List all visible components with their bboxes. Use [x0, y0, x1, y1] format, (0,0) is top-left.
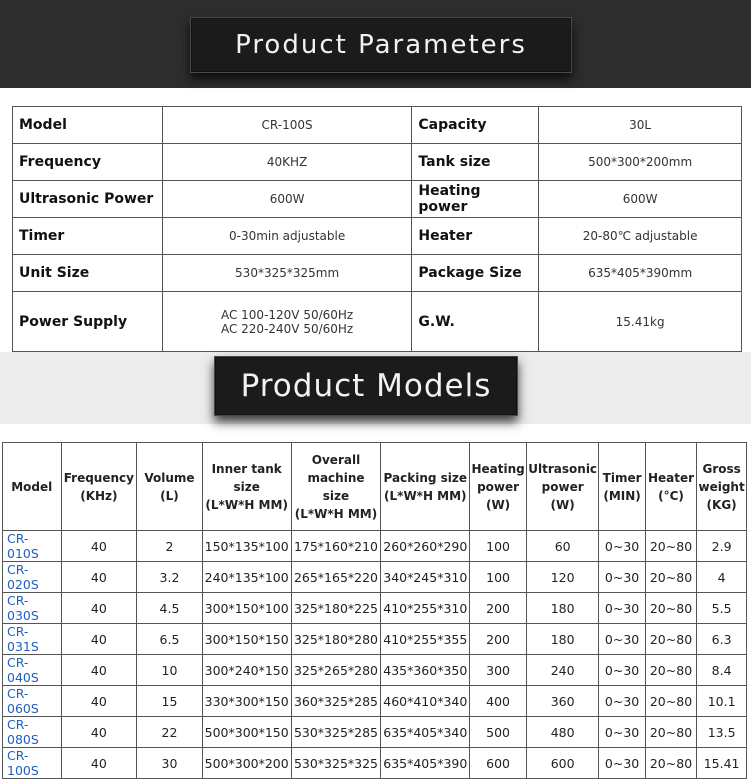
table-cell: 40	[61, 717, 137, 748]
parameter-label: Package Size	[412, 255, 539, 292]
column-header-line: (W)	[550, 497, 575, 512]
parameters-title: Product Parameters	[190, 17, 572, 73]
column-header-line: Overall	[311, 452, 361, 467]
table-cell: 360	[526, 686, 598, 717]
table-cell: 20~80	[645, 748, 696, 779]
table-cell: 40	[61, 655, 137, 686]
table-cell: 635*405*340	[381, 717, 470, 748]
table-row	[3, 717, 747, 748]
table-cell: 6.3	[697, 624, 747, 655]
model-link[interactable]: CR-020S	[3, 562, 62, 593]
column-header	[61, 443, 137, 531]
table-cell: 15.41	[697, 748, 747, 779]
table-cell: 0~30	[599, 593, 645, 624]
table-cell: 265*165*220	[291, 562, 381, 593]
table-cell: 460*410*340	[381, 686, 470, 717]
column-header-line: Heating	[471, 461, 525, 476]
table-cell: 20~80	[645, 686, 696, 717]
column-header-line: power	[541, 479, 584, 494]
column-header-line: machine	[307, 470, 365, 485]
parameter-label: Heater	[412, 218, 539, 255]
parameter-value: 40KHZ	[162, 144, 412, 181]
table-cell: 150*135*100	[202, 531, 291, 562]
table-cell: 20~80	[645, 593, 696, 624]
parameter-label: Unit Size	[13, 255, 163, 292]
parameter-value: 635*405*390mm	[539, 255, 742, 292]
models-header-row	[3, 443, 747, 531]
table-cell: 20~80	[645, 562, 696, 593]
table-cell: 500*300*150	[202, 717, 291, 748]
model-link[interactable]: CR-031S	[3, 624, 62, 655]
parameter-value	[162, 292, 412, 352]
parameters-table	[12, 106, 742, 352]
parameter-value: 600W	[162, 181, 412, 218]
table-row	[3, 686, 747, 717]
table-cell: 20~80	[645, 655, 696, 686]
parameter-value: 600W	[539, 181, 742, 218]
table-cell: 20~80	[645, 531, 696, 562]
column-header	[202, 443, 291, 531]
table-cell: 40	[61, 686, 137, 717]
table-cell: 4	[697, 562, 747, 593]
column-header	[137, 443, 203, 531]
parameter-label: G.W.	[412, 292, 539, 352]
table-cell: 200	[470, 593, 527, 624]
parameter-value: 500*300*200mm	[539, 144, 742, 181]
models-table	[2, 442, 747, 779]
table-cell: 360*325*285	[291, 686, 381, 717]
column-header	[381, 443, 470, 531]
table-cell: 2	[137, 531, 203, 562]
parameter-row	[13, 144, 742, 181]
table-cell: 530*325*325	[291, 748, 381, 779]
table-cell: 530*325*285	[291, 717, 381, 748]
table-cell: 60	[526, 531, 598, 562]
table-cell: 0~30	[599, 624, 645, 655]
model-link[interactable]: CR-100S	[3, 748, 62, 779]
column-header	[645, 443, 696, 531]
table-cell: 260*260*290	[381, 531, 470, 562]
table-cell: 325*180*280	[291, 624, 381, 655]
parameter-label: Ultrasonic Power	[13, 181, 163, 218]
table-cell: 500*300*200	[202, 748, 291, 779]
table-cell: 13.5	[697, 717, 747, 748]
table-row	[3, 593, 747, 624]
column-header-line: Ultrasonic	[528, 461, 598, 476]
table-cell: 0~30	[599, 748, 645, 779]
column-header-line: Model	[11, 479, 53, 494]
column-header-line: Packing size	[383, 470, 468, 485]
table-cell: 340*245*310	[381, 562, 470, 593]
column-header-line: (MIN)	[603, 488, 641, 503]
table-cell: 40	[61, 748, 137, 779]
table-cell: 0~30	[599, 655, 645, 686]
column-header	[291, 443, 381, 531]
table-cell: 5.5	[697, 593, 747, 624]
column-header-line: Heater	[647, 470, 695, 485]
parameter-label: Heating power	[412, 181, 539, 218]
column-header-line: (L*W*H MM)	[205, 497, 288, 512]
table-cell: 330*300*150	[202, 686, 291, 717]
table-cell: 600	[526, 748, 598, 779]
table-cell: 240	[526, 655, 598, 686]
table-cell: 20~80	[645, 717, 696, 748]
column-header-line: Inner tank size	[211, 461, 282, 494]
parameter-label: Model	[13, 107, 163, 144]
table-cell: 480	[526, 717, 598, 748]
column-header	[3, 443, 62, 531]
column-header	[470, 443, 527, 531]
table-cell: 300*240*150	[202, 655, 291, 686]
table-cell: 3.2	[137, 562, 203, 593]
column-header-line: size	[322, 488, 350, 503]
table-cell: 8.4	[697, 655, 747, 686]
table-cell: 410*255*310	[381, 593, 470, 624]
table-cell: 500	[470, 717, 527, 748]
parameter-row	[13, 181, 742, 218]
model-link[interactable]: CR-030S	[3, 593, 62, 624]
parameter-row	[13, 218, 742, 255]
parameter-label: Timer	[13, 218, 163, 255]
table-cell: 435*360*350	[381, 655, 470, 686]
table-cell: 0~30	[599, 562, 645, 593]
models-title: Product Models	[214, 356, 518, 416]
column-header-line: Timer	[602, 470, 642, 485]
table-cell: 10	[137, 655, 203, 686]
table-cell: 300*150*100	[202, 593, 291, 624]
column-header-line: (W)	[485, 497, 511, 512]
table-cell: 0~30	[599, 531, 645, 562]
column-header-line: Volume	[144, 470, 195, 485]
table-cell: 100	[470, 562, 527, 593]
table-row	[3, 655, 747, 686]
parameter-value: 15.41kg	[539, 292, 742, 352]
parameter-label: Frequency	[13, 144, 163, 181]
column-header-line: (L)	[160, 488, 179, 503]
column-header-line: (°C)	[658, 488, 684, 503]
column-header	[599, 443, 645, 531]
table-cell: 40	[61, 531, 137, 562]
table-cell: 0~30	[599, 686, 645, 717]
table-cell: 300*150*150	[202, 624, 291, 655]
table-cell: 240*135*100	[202, 562, 291, 593]
table-cell: 400	[470, 686, 527, 717]
table-cell: 635*405*390	[381, 748, 470, 779]
table-cell: 410*255*355	[381, 624, 470, 655]
table-row	[3, 531, 747, 562]
table-cell: 180	[526, 593, 598, 624]
parameter-value: CR-100S	[162, 107, 412, 144]
column-header-line: Gross	[702, 461, 741, 476]
table-cell: 200	[470, 624, 527, 655]
table-cell: 40	[61, 562, 137, 593]
table-row	[3, 624, 747, 655]
table-cell: 40	[61, 593, 137, 624]
table-cell: 22	[137, 717, 203, 748]
parameter-label: Power Supply	[13, 292, 163, 352]
column-header	[526, 443, 598, 531]
table-cell: 120	[526, 562, 598, 593]
table-cell: 10.1	[697, 686, 747, 717]
column-header	[697, 443, 747, 531]
model-link[interactable]: CR-080S	[3, 717, 62, 748]
table-cell: 325*180*225	[291, 593, 381, 624]
table-cell: 2.9	[697, 531, 747, 562]
model-link[interactable]: CR-040S	[3, 655, 62, 686]
table-cell: 15	[137, 686, 203, 717]
column-header-line: (KHz)	[80, 488, 118, 503]
column-header-line: (KG)	[706, 497, 737, 512]
column-header-line: weight	[698, 479, 745, 494]
parameter-row	[13, 107, 742, 144]
table-cell: 4.5	[137, 593, 203, 624]
table-cell: 6.5	[137, 624, 203, 655]
table-cell: 40	[61, 624, 137, 655]
table-cell: 300	[470, 655, 527, 686]
parameter-value: 20-80℃ adjustable	[539, 218, 742, 255]
table-cell: 30	[137, 748, 203, 779]
table-cell: 20~80	[645, 624, 696, 655]
model-link[interactable]: CR-060S	[3, 686, 62, 717]
table-cell: 325*265*280	[291, 655, 381, 686]
table-row	[3, 748, 747, 779]
parameter-row	[13, 255, 742, 292]
table-cell: 180	[526, 624, 598, 655]
column-header-line: Frequency	[63, 470, 134, 485]
parameter-value: 530*325*325mm	[162, 255, 412, 292]
table-row	[3, 562, 747, 593]
parameter-value-line: AC 100-120V 50/60Hz	[220, 307, 354, 322]
parameter-value-line: AC 220-240V 50/60Hz	[220, 321, 354, 336]
parameter-row	[13, 292, 742, 352]
table-cell: 100	[470, 531, 527, 562]
column-header-line: (L*W*H MM)	[384, 488, 467, 503]
parameter-label: Tank size	[412, 144, 539, 181]
parameter-value: 0-30min adjustable	[162, 218, 412, 255]
parameter-label: Capacity	[412, 107, 539, 144]
table-cell: 600	[470, 748, 527, 779]
parameter-value: 30L	[539, 107, 742, 144]
column-header-line: power	[477, 479, 520, 494]
table-cell: 175*160*210	[291, 531, 381, 562]
table-cell: 0~30	[599, 717, 645, 748]
model-link[interactable]: CR-010S	[3, 531, 62, 562]
column-header-line: (L*W*H MM)	[294, 506, 378, 521]
